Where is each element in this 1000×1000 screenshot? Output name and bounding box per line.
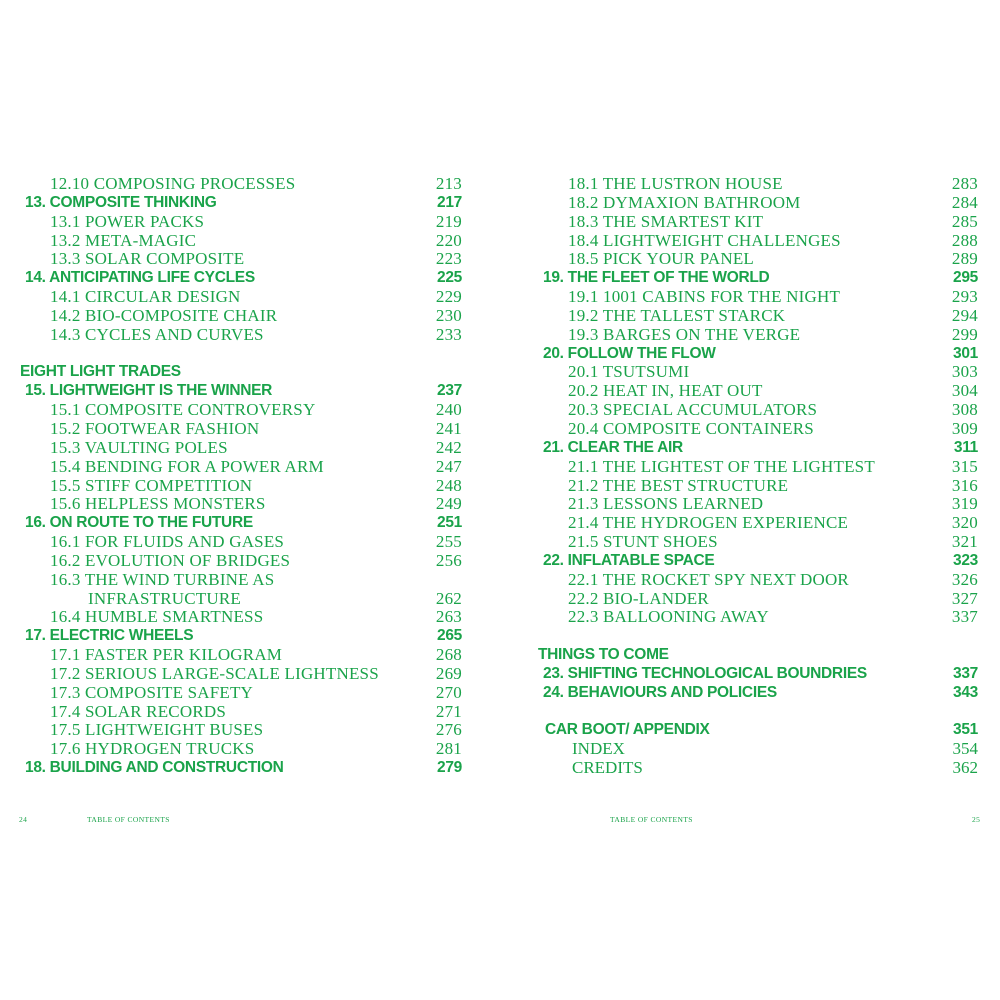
toc-entry-page-number: 304 (951, 381, 978, 401)
toc-entry-page-number: 283 (951, 174, 978, 193)
toc-spacer (500, 626, 978, 645)
toc-chapter-entry (500, 664, 978, 683)
toc-entry-title: 12.10 COMPOSING PROCESSES (50, 174, 296, 193)
toc-entry (500, 532, 978, 551)
toc-entry-title: 21.4 THE HYDROGEN EXPERIENCE (568, 513, 849, 533)
toc-entry-title: 14.1 CIRCULAR DESIGN (50, 287, 241, 307)
toc-entry-page-number: 269 (435, 663, 462, 683)
toc-entry-page-number: 343 (953, 683, 978, 701)
toc-entry-title: 15.5 STIFF COMPETITION (50, 475, 253, 495)
toc-entry-title: 17.4 SOLAR RECORDS (50, 701, 226, 721)
toc-entry-title: 16.3 THE WIND TURBINE AS (50, 569, 275, 589)
toc-chapter-entry (0, 268, 462, 287)
toc-entry-page-number: 323 (953, 551, 978, 569)
toc-entry (0, 306, 462, 325)
toc-chapter-entry (500, 344, 978, 363)
toc-entry-page-number: 299 (951, 324, 978, 344)
toc-entry-page-number: 337 (951, 607, 978, 627)
toc-entry-title: 21.5 STUNT SHOES (568, 532, 718, 552)
toc-entry-title: INFRASTRUCTURE (88, 588, 241, 608)
toc-entry (0, 438, 462, 457)
toc-entry (0, 457, 462, 476)
toc-entry-page-number: 294 (951, 305, 978, 325)
toc-entry-page-number: 301 (953, 344, 978, 362)
toc-entry-title: 16. ON ROUTE TO THE FUTURE (25, 514, 253, 532)
toc-entry-page-number: 240 (435, 400, 462, 420)
page-number-left: 24 (19, 815, 28, 824)
toc-entry-title: 17.5 LIGHTWEIGHT BUSES (50, 720, 264, 740)
toc-entry (0, 683, 462, 702)
toc-chapter-entry (500, 438, 978, 457)
toc-entry-title: 20.4 COMPOSITE CONTAINERS (568, 418, 814, 438)
toc-entry-title: 18.1 THE LUSTRON HOUSE (568, 174, 783, 193)
toc-chapter-entry (0, 193, 462, 212)
toc-entry-title: 18. BUILDING AND CONSTRUCTION (25, 759, 284, 777)
toc-entry-page-number: 327 (951, 588, 978, 608)
toc-entry-title: 16.1 FOR FLUIDS AND GASES (50, 532, 285, 552)
toc-chapter-entry (500, 683, 978, 702)
right-page (500, 0, 1000, 1000)
toc-entry (500, 513, 978, 532)
toc-entry-title: 20.1 TSUTSUMI (568, 362, 690, 382)
toc-entry (0, 570, 462, 589)
toc-entry-title: 17.3 COMPOSITE SAFETY (50, 682, 254, 702)
toc-entry (0, 419, 462, 438)
toc-entry-page-number: 288 (951, 230, 978, 250)
toc-entry-title: 18.2 DYMAXION BATHROOM (568, 192, 801, 212)
toc-entry-page-number: 225 (437, 269, 462, 287)
toc-entry (500, 287, 978, 306)
toc-entry-title: 22.3 BALLOONING AWAY (568, 607, 769, 627)
toc-entry-page-number: 268 (435, 645, 462, 665)
toc-entry-page-number: 256 (435, 550, 462, 570)
toc-spacer (0, 344, 462, 363)
toc-entry-page-number: 251 (437, 514, 462, 532)
toc-entry (500, 739, 978, 758)
toc-entry (0, 231, 462, 250)
toc-entry-page-number: 362 (952, 758, 978, 778)
toc-entry-page-number: 303 (951, 362, 978, 382)
toc-entry-title: 18.3 THE SMARTEST KIT (568, 211, 764, 231)
toc-section-heading (0, 362, 462, 381)
toc-entry-title: 15.3 VAULTING POLES (50, 437, 228, 457)
toc-entry-title: 15.6 HELPLESS MONSTERS (50, 494, 266, 514)
toc-chapter-entry (500, 268, 978, 287)
toc-entry-page-number: 255 (435, 532, 462, 552)
toc-entry-page-number: 293 (951, 287, 978, 307)
toc-chapter-entry (0, 626, 462, 645)
toc-entry (500, 381, 978, 400)
toc-entry-title: 21.2 THE BEST STRUCTURE (568, 475, 789, 495)
toc-entry-title: THINGS TO COME (538, 646, 669, 664)
toc-entry (500, 325, 978, 344)
toc-entry-title: 19.3 BARGES ON THE VERGE (568, 324, 801, 344)
toc-entry-page-number: 263 (435, 607, 462, 627)
toc-entry-title: 19.2 THE TALLEST STARCK (568, 305, 786, 325)
toc-entry-page-number: 316 (951, 475, 978, 495)
toc-entry-page-number: 326 (951, 569, 978, 589)
toc-entry-page-number: 311 (953, 438, 978, 456)
toc-entry-title: INDEX (572, 739, 625, 759)
toc-entry (500, 231, 978, 250)
running-header-right: TABLE OF CONTENTS (610, 815, 693, 824)
toc-entry (500, 362, 978, 381)
toc-entry-title: 17. ELECTRIC WHEELS (25, 627, 194, 645)
toc-entry-page-number: 265 (437, 627, 462, 645)
toc-entry (0, 551, 462, 570)
toc-entry-page-number: 249 (435, 494, 462, 514)
toc-entry-title: 17.2 SERIOUS LARGE-SCALE LIGHTNESS (50, 663, 379, 683)
toc-list-left (0, 174, 462, 777)
toc-entry-title: 14.2 BIO-COMPOSITE CHAIR (50, 305, 278, 325)
toc-entry-page-number: 337 (953, 664, 978, 682)
toc-entry-title: 22. INFLATABLE SPACE (543, 551, 715, 569)
toc-entry (0, 494, 462, 513)
toc-entry (500, 306, 978, 325)
toc-entry (0, 476, 462, 495)
toc-entry-page-number: 262 (435, 588, 462, 608)
toc-entry-page-number: 289 (951, 249, 978, 269)
toc-entry-title: 13.1 POWER PACKS (50, 211, 205, 231)
toc-entry-page-number: 351 (953, 721, 978, 739)
toc-entry-title: 20.3 SPECIAL ACCUMULATORS (568, 400, 818, 420)
toc-entry-page-number: 279 (437, 759, 462, 777)
toc-entry (500, 212, 978, 231)
toc-entry-title: 19. THE FLEET OF THE WORLD (543, 269, 770, 287)
toc-entry-page-number: 230 (435, 305, 462, 325)
toc-entry-page-number: 284 (951, 192, 978, 212)
toc-entry (0, 664, 462, 683)
toc-entry-title: 21.3 LESSONS LEARNED (568, 494, 764, 514)
toc-entry-title: 14.3 CYCLES AND CURVES (50, 324, 264, 344)
toc-entry (500, 570, 978, 589)
toc-entry-title: 15.4 BENDING FOR A POWER ARM (50, 456, 324, 476)
toc-entry-page-number: 233 (435, 324, 462, 344)
toc-entry-page-number: 308 (951, 400, 978, 420)
toc-entry-page-number: 285 (951, 211, 978, 231)
toc-entry (0, 532, 462, 551)
toc-entry-title: 17.1 FASTER PER KILOGRAM (50, 645, 283, 665)
toc-entry (500, 400, 978, 419)
toc-entry-page-number: 237 (437, 382, 462, 400)
toc-entry-title: EIGHT LIGHT TRADES (20, 363, 181, 381)
toc-entry-title: 19.1 1001 CABINS FOR THE NIGHT (568, 287, 841, 307)
toc-entry (0, 249, 462, 268)
page-number-right: 25 (972, 815, 981, 824)
toc-entry (0, 287, 462, 306)
toc-entry-title: 15. LIGHTWEIGHT IS THE WINNER (25, 382, 273, 400)
toc-entry (500, 249, 978, 268)
toc-entry (0, 400, 462, 419)
toc-entry (0, 645, 462, 664)
toc-entry (0, 702, 462, 721)
toc-entry-title: 16.2 EVOLUTION OF BRIDGES (50, 550, 291, 570)
toc-entry (500, 607, 978, 626)
toc-entry-page-number: 248 (435, 475, 462, 495)
toc-chapter-entry (500, 720, 978, 739)
toc-entry-title: 15.1 COMPOSITE CONTROVERSY (50, 400, 316, 420)
toc-entry-title: 23. SHIFTING TECHNOLOGICAL BOUNDRIES (543, 664, 867, 682)
toc-chapter-entry (0, 513, 462, 532)
toc-entry-title: 14. ANTICIPATING LIFE CYCLES (25, 269, 255, 287)
toc-entry-title: 16.4 HUMBLE SMARTNESS (50, 607, 264, 627)
toc-entry-page-number: 223 (435, 249, 462, 269)
toc-entry (0, 212, 462, 231)
toc-entry-page-number: 242 (435, 437, 462, 457)
toc-entry-title: 20.2 HEAT IN, HEAT OUT (568, 381, 763, 401)
toc-entry-page-number: 295 (953, 269, 978, 287)
toc-list-right (500, 174, 978, 777)
toc-entry (0, 607, 462, 626)
toc-entry-page-number: 229 (435, 287, 462, 307)
toc-entry (500, 589, 978, 608)
toc-entry-page-number: 220 (435, 230, 462, 250)
toc-spacer (500, 702, 978, 721)
toc-chapter-entry (0, 381, 462, 400)
toc-entry-page-number: 309 (951, 418, 978, 438)
toc-entry (0, 325, 462, 344)
toc-entry-title: 13.2 META-MAGIC (50, 230, 197, 250)
toc-entry-page-number: 271 (435, 701, 462, 721)
toc-entry-page-number: 241 (435, 418, 462, 438)
toc-entry-page-number: 213 (435, 174, 462, 193)
toc-entry-title: 21.1 THE LIGHTEST OF THE LIGHTEST (568, 456, 875, 476)
toc-chapter-entry (500, 551, 978, 570)
toc-section-heading (500, 645, 978, 664)
toc-entry-page-number: 247 (435, 456, 462, 476)
toc-entry (0, 720, 462, 739)
toc-entry (0, 589, 462, 608)
toc-entry-title: 13. COMPOSITE THINKING (25, 193, 217, 211)
toc-entry-title: 18.4 LIGHTWEIGHT CHALLENGES (568, 230, 841, 250)
toc-chapter-entry (0, 758, 462, 777)
toc-entry (500, 457, 978, 476)
toc-entry (500, 494, 978, 513)
toc-entry (0, 174, 462, 193)
toc-entry-page-number: 281 (435, 739, 462, 759)
toc-entry-page-number: 321 (951, 532, 978, 552)
toc-entry (500, 758, 978, 777)
toc-entry-title: 18.5 PICK YOUR PANEL (568, 249, 754, 269)
toc-entry-title: CAR BOOT/ APPENDIX (545, 721, 710, 739)
toc-entry-title: 17.6 HYDROGEN TRUCKS (50, 739, 255, 759)
toc-entry-page-number: 319 (951, 494, 978, 514)
toc-entry-title: 20. FOLLOW THE FLOW (543, 344, 716, 362)
toc-entry-title: 22.1 THE ROCKET SPY NEXT DOOR (568, 569, 849, 589)
toc-entry (500, 476, 978, 495)
toc-entry (500, 419, 978, 438)
toc-entry-title: 21. CLEAR THE AIR (543, 438, 683, 456)
toc-entry-page-number: 354 (952, 739, 978, 759)
toc-entry-page-number: 320 (951, 513, 978, 533)
toc-entry-title: 24. BEHAVIOURS AND POLICIES (543, 683, 777, 701)
toc-entry (500, 174, 978, 193)
toc-entry-title: CREDITS (572, 758, 643, 778)
toc-entry-page-number: 315 (951, 456, 978, 476)
toc-entry-page-number: 276 (435, 720, 462, 740)
toc-entry (500, 193, 978, 212)
toc-entry-page-number: 270 (435, 682, 462, 702)
running-header-left: TABLE OF CONTENTS (87, 815, 170, 824)
toc-entry-page-number: 219 (435, 211, 462, 231)
toc-entry-title: 15.2 FOOTWEAR FASHION (50, 418, 260, 438)
toc-entry-title: 13.3 SOLAR COMPOSITE (50, 249, 245, 269)
toc-entry-page-number: 217 (437, 193, 462, 211)
toc-entry-title: 22.2 BIO-LANDER (568, 588, 709, 608)
toc-entry (0, 739, 462, 758)
